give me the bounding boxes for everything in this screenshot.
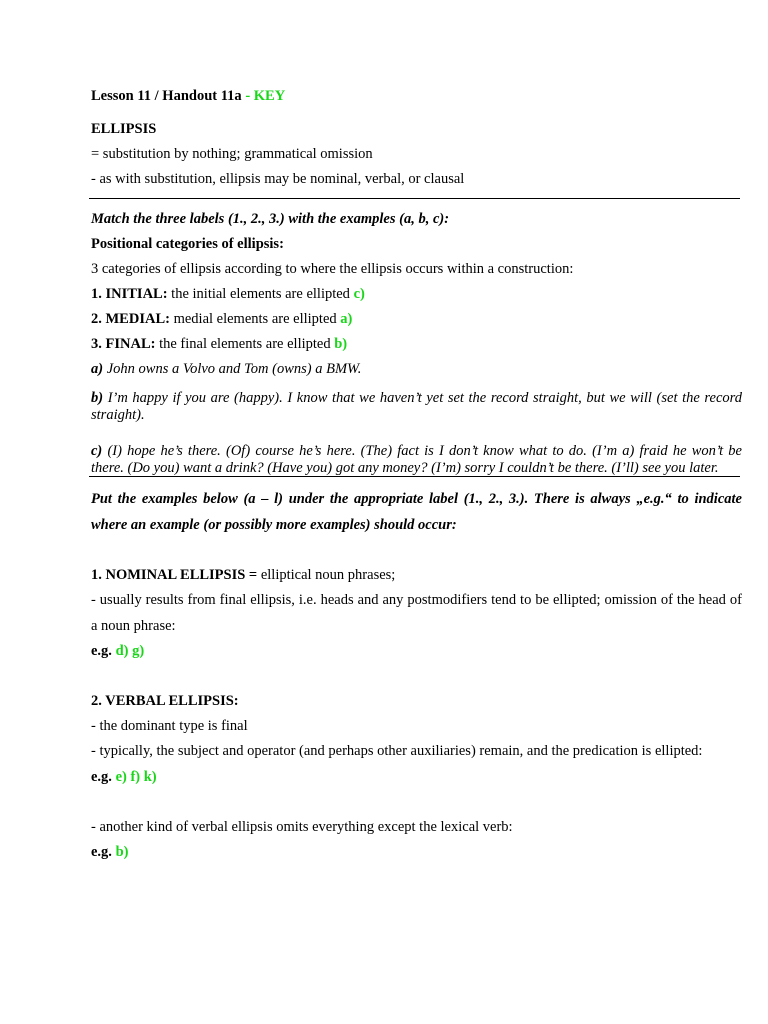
nominal-heading-rest: elliptical noun phrases;: [257, 567, 396, 583]
nominal-heading-line: [91, 563, 742, 588]
category-final: [91, 332, 742, 357]
classification-instruction: Put the examples below (a – l) under the appropriate label (1., 2., 3.). There is always „e.g.“ to indicate where an example (or possibly more examples) should occur:: [91, 491, 742, 533]
verbal-example-line: [91, 765, 742, 790]
category-final-answer: b): [334, 336, 348, 352]
nominal-description: - usually results from final ellipsis, i.e. heads and any postmodifiers tend to be ellipted; omission of the head of a noun phrase:: [91, 592, 742, 634]
verbal-example-line-2: [91, 840, 742, 865]
verbal-eg-label: e.g.: [91, 768, 112, 785]
example-c-label: c): [91, 443, 103, 459]
example-a-label: a): [91, 361, 104, 377]
example-a: [91, 357, 742, 382]
verbal-eg-answer: e) f) k): [111, 768, 157, 785]
category-medial-label: 2. MEDIAL:: [91, 311, 170, 327]
category-medial-text: medial elements are ellipted: [169, 311, 341, 327]
verbal-description-1: - the dominant type is final: [91, 718, 248, 734]
category-medial-answer: a): [340, 311, 353, 327]
example-c-text: (I) hope he’s there. (Of) course he’s here. (The) fact is I don’t know what to do. (I’m a) fraid he won’t be there. (Do you) want a drink? (Have you) got any money? (I’m) sorry I couldn’t be there. (I’ll) see you later.: [91, 443, 742, 476]
verbal-description-2: - typically, the subject and operator (and perhaps other auxiliaries) remain, and the predication is ellipted:: [91, 743, 703, 759]
category-medial: [91, 307, 742, 332]
category-final-text: the final elements are ellipted: [155, 336, 335, 352]
ellipsis-definition-1: = substitution by nothing; grammatical omission: [91, 146, 373, 162]
verbal-heading: 2. VERBAL ELLIPSIS:: [91, 693, 239, 709]
nominal-heading: 1. NOMINAL ELLIPSIS =: [91, 567, 258, 583]
verbal-eg2-answer: b): [111, 843, 129, 860]
example-b-text: I’m happy if you are (happy). I know that we haven’t yet set the record straight, but we will (set the record straight).: [91, 390, 742, 423]
positional-heading: Positional categories of ellipsis:: [91, 236, 284, 252]
verbal-eg2-label: e.g.: [91, 843, 112, 860]
nominal-example-line: [91, 639, 742, 664]
positional-intro: 3 categories of ellipsis according to where the ellipsis occurs within a construction:: [91, 261, 574, 277]
category-initial-text: the initial elements are ellipted: [167, 286, 354, 302]
match-instruction: Match the three labels (1., 2., 3.) with the examples (a, b, c):: [91, 211, 450, 227]
verbal-description-3: - another kind of verbal ellipsis omits everything except the lexical verb:: [91, 818, 513, 835]
example-a-text: John owns a Volvo and Tom (owns) a BMW.: [103, 361, 362, 377]
example-c: [91, 443, 742, 476]
nominal-eg-label: e.g.: [91, 643, 112, 659]
category-initial: [91, 282, 742, 307]
ellipsis-heading: ELLIPSIS: [91, 121, 157, 137]
category-initial-label: 1. INITIAL:: [91, 286, 168, 302]
nominal-eg-answer: d) g): [111, 643, 145, 659]
ellipsis-definition-2: - as with substitution, ellipsis may be nominal, verbal, or clausal: [91, 171, 465, 187]
example-b-label: b): [91, 390, 104, 406]
handout-title: Lesson 11 / Handout 11a: [91, 88, 242, 104]
category-final-label: 3. FINAL:: [91, 336, 156, 352]
handout-page: [91, 84, 742, 865]
category-initial-answer: c): [353, 286, 365, 302]
key-label: - KEY: [241, 88, 286, 104]
example-b: [91, 390, 742, 423]
handout-title-line: [91, 84, 742, 109]
